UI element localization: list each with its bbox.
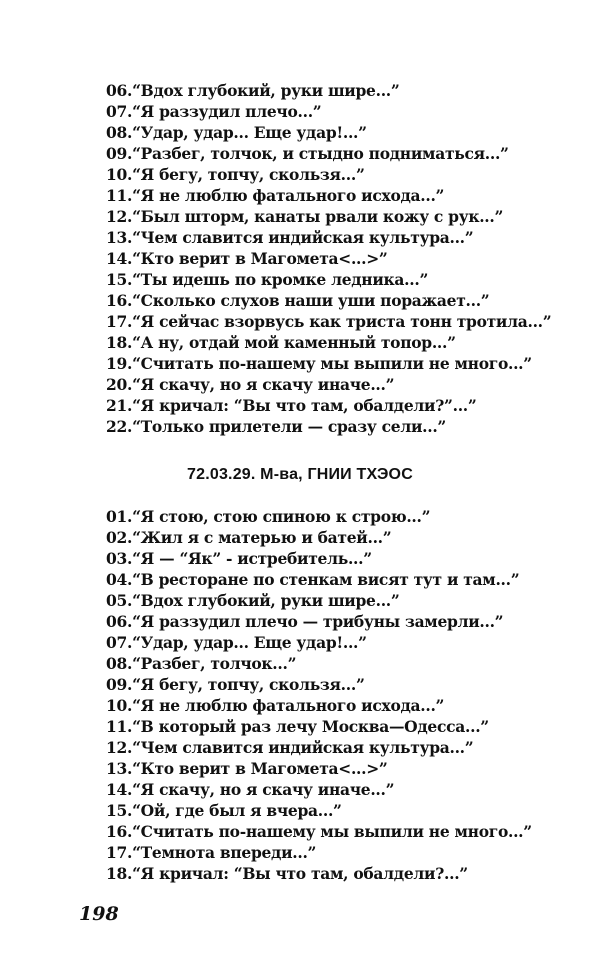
concert-heading: 72.03.29. М-ва, ГНИИ ТХЭОС [187,466,413,483]
song-line: 01.“Я стою, стою спиною к строю...” [106,507,431,526]
song-line: 18.“А ну, отдай мой каменный топор...” [106,333,456,352]
song-line: 17.“Темнота впереди...” [106,843,317,862]
song-line: 13.“Кто верит в Магомета<...>” [106,759,388,778]
song-line: 11.“В который раз лечу Москва—Одесса...” [106,717,489,736]
song-line: 14.“Я скачу, но я скачу иначе...” [106,780,395,799]
song-line: 08.“Разбег, толчок...” [106,654,297,673]
song-list-2 [106,506,532,884]
song-line: 10.“Я не люблю фатального исхода...” [106,696,445,715]
song-line: 15.“Ты идешь по кромке ледника...” [106,270,429,289]
song-line: 16.“Сколько слухов наши уши поражает...” [106,291,490,310]
song-line: 07.“Удар, удар... Еще удар!...” [106,633,367,652]
song-line: 20.“Я скачу, но я скачу иначе...” [106,375,395,394]
song-line: 10.“Я бегу, топчу, скользя...” [106,165,365,184]
song-line: 15.“Ой, где был я вчера...” [106,801,342,820]
song-line: 03.“Я — “Як” - истребитель...” [106,549,372,568]
song-line: 12.“Чем славится индийская культура...” [106,738,474,757]
song-line: 17.“Я сейчас взорвусь как триста тонн тротила...” [106,312,552,331]
song-line: 04.“В ресторане по стенкам висят тут и там...” [106,570,520,589]
song-line: 19.“Считать по-нашему мы выпили не много...” [106,354,532,373]
song-line: 12.“Был шторм, канаты рвали кожу с рук...” [106,207,504,226]
song-line: 06.“Вдох глубокий, руки шире...” [106,81,400,100]
song-line: 05.“Вдох глубокий, руки шире...” [106,591,400,610]
song-line: 08.“Удар, удар... Еще удар!...” [106,123,367,142]
page-number: 198 [79,903,119,925]
song-line: 22.“Только прилетели — сразу сели...” [106,417,447,436]
song-line: 14.“Кто верит в Магомета<...>” [106,249,388,268]
song-line: 09.“Разбег, толчок, и стыдно подниматься...” [106,144,509,163]
song-line: 13.“Чем славится индийская культура...” [106,228,474,247]
song-line: 21.“Я кричал: “Вы что там, обалдели?”...” [106,396,477,415]
song-line: 18.“Я кричал: “Вы что там, обалдели?...” [106,864,468,883]
song-line: 06.“Я раззудил плечо — трибуны замерли...” [106,612,504,631]
song-line: 11.“Я не люблю фатального исхода...” [106,186,445,205]
song-line: 02.“Жил я с матерью и батей...” [106,528,392,547]
song-list-1 [106,80,551,437]
song-line: 09.“Я бегу, топчу, скользя...” [106,675,365,694]
song-line: 07.“Я раззудил плечо...” [106,102,322,121]
song-line: 16.“Считать по-нашему мы выпили не много...” [106,822,532,841]
